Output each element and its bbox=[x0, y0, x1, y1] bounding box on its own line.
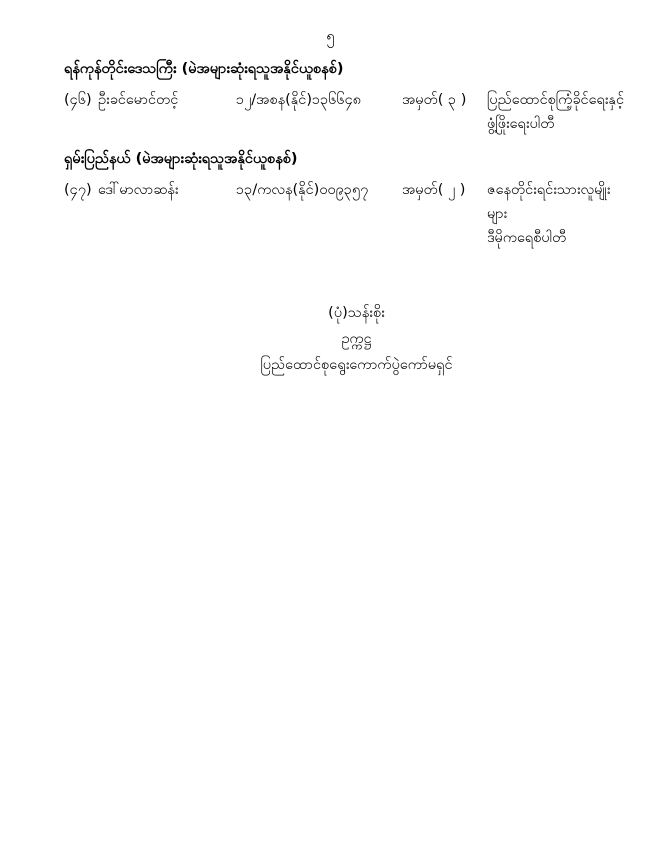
row-nrc-number: ၁၂/အစန(နိုင်)၁၃၆၆၄၈ bbox=[236, 92, 362, 108]
table-row bbox=[64, 88, 624, 136]
row-constituency-number: အမှတ်( ၂ ) bbox=[402, 182, 466, 198]
page-number: ၅ bbox=[326, 27, 335, 45]
row-party-line2: ဒီမိုကရေစီပါတီ bbox=[487, 230, 567, 246]
signature-title: ဥက္ကဋ္ဌ bbox=[341, 331, 372, 347]
section-shan-state bbox=[64, 148, 624, 250]
row-candidate-name: ဒေါ်မာလာဆန်း bbox=[98, 182, 179, 198]
signature-name: (ပုံ)သန်းစိုး bbox=[328, 305, 385, 321]
table-row bbox=[64, 178, 624, 250]
row-party-line1: ပြည်ထောင်စုကြံ့ခိုင်ရေးနှင့် bbox=[487, 92, 625, 108]
row-constituency-number: အမှတ်( ၃ ) bbox=[402, 92, 467, 108]
row-party bbox=[487, 178, 624, 250]
section-heading: ရန်ကုန်တိုင်းဒေသကြီး (မဲအများဆုံးရသူအနိုင်ယူစနစ်) bbox=[64, 61, 344, 77]
row-number: (၄၆) bbox=[64, 92, 92, 108]
row-candidate-name: ဦးခင်မောင်တင့် bbox=[98, 92, 179, 108]
signature-block bbox=[0, 300, 661, 378]
section-heading: ရှမ်းပြည်နယ် (မဲအများဆုံးရသူအနိုင်ယူစနစ်) bbox=[64, 151, 298, 167]
row-party-line2: ဖွံ့ဖြိုးရေးပါတီ bbox=[487, 116, 555, 132]
row-party-line1: ဇနေတိုင်းရင်းသားလူမျိုးများ bbox=[487, 182, 611, 222]
signature-organization: ပြည်ထောင်စုရွေးကောက်ပွဲကော်မရှင် bbox=[260, 357, 453, 373]
section-yangon-region bbox=[64, 58, 624, 136]
row-party bbox=[487, 88, 624, 136]
row-number: (၄၇) bbox=[64, 182, 92, 198]
row-nrc-number: ၁၃/ကလန(နိုင်)၀၀၉၃၅၇ bbox=[236, 182, 369, 198]
